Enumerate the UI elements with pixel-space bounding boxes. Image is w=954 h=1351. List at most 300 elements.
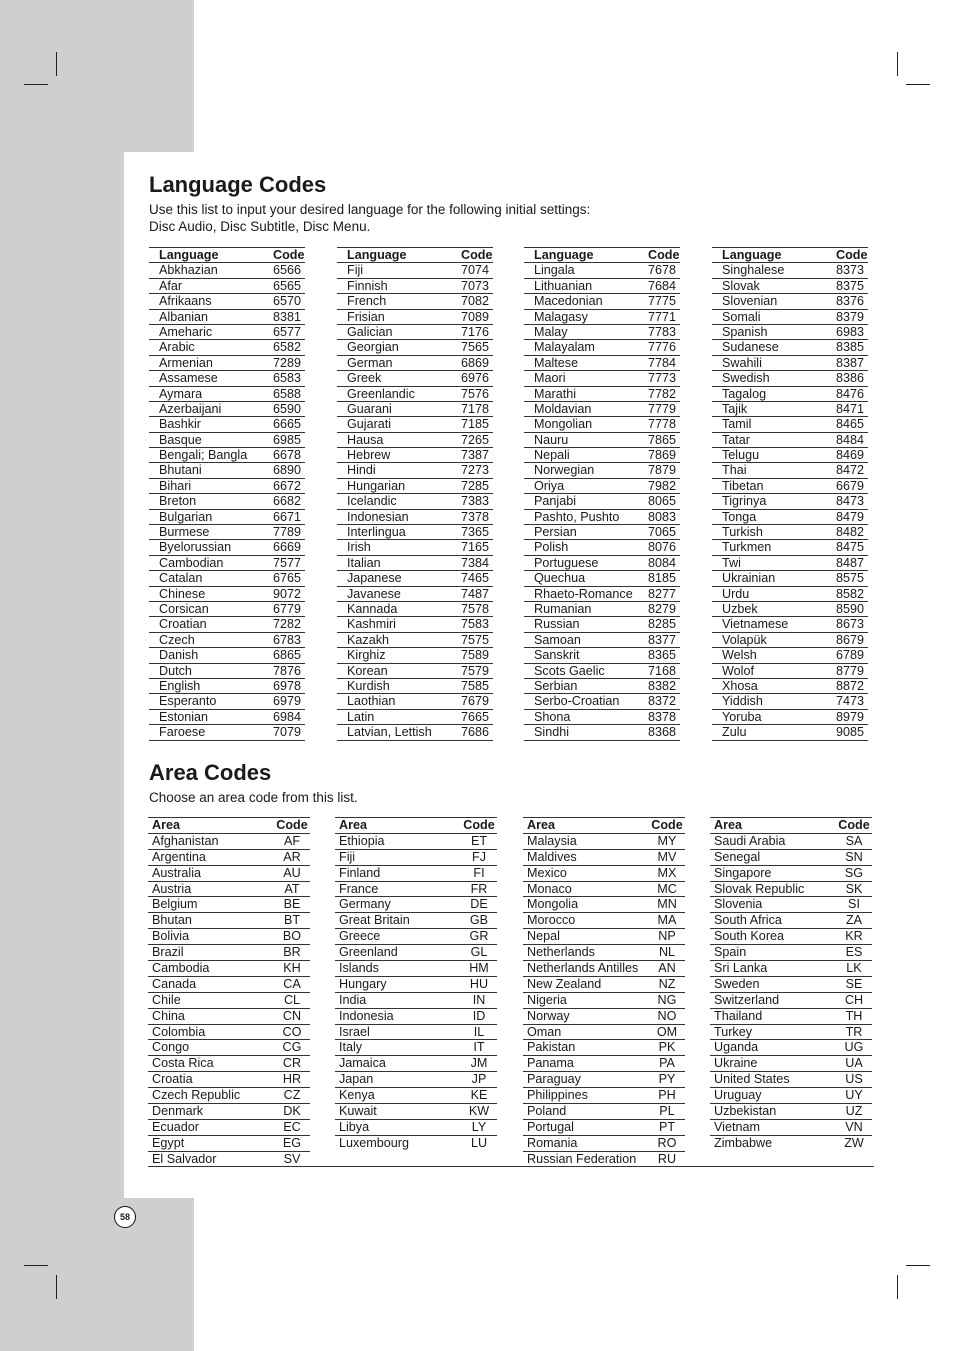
cell-code: 8582 [836,586,865,601]
cell-code: 7073 [461,278,490,293]
table-row [335,1088,497,1104]
cell-code: HR [282,1072,302,1087]
cell-code: 6678 [273,448,302,463]
cell-name: Oriya [534,478,565,493]
table-row [524,617,680,632]
cell-name: Egypt [152,1135,185,1150]
table-row [524,387,680,402]
cell-code: TH [845,1008,863,1023]
cell-code: 7585 [461,678,490,693]
cell-name: Yoruba [722,709,762,724]
cell-name: New Zealand [527,976,602,991]
cell-code: PL [659,1104,675,1119]
cell-code: 7576 [461,386,490,401]
cell-name: Saudi Arabia [714,833,786,848]
cell-code: 7784 [648,355,677,370]
table-row [335,929,497,945]
cell-name: Finland [339,865,381,880]
cell-name: Bihari [159,478,192,493]
table-row [337,540,493,555]
cell-code: LK [846,961,862,976]
cell-name: Spain [714,945,747,960]
table-row [524,587,680,602]
cell-code: Code [836,248,868,262]
cell-code: 7082 [461,294,490,309]
cell-code: HM [469,961,489,976]
cell-name: Slovenia [714,897,763,912]
table-row [337,279,493,294]
table-row [335,1120,497,1136]
cell-code: 8382 [648,678,677,693]
table-row [523,1088,685,1104]
table-row [523,866,685,882]
cell-name: Finnish [347,278,388,293]
cell-code: 7684 [648,278,677,293]
cell-code: ID [472,1008,486,1023]
table-row [149,448,305,463]
table-row [149,356,305,371]
table-row [710,929,872,945]
cell-code: UY [845,1088,863,1103]
table-row [524,525,680,540]
table-row [337,571,493,586]
cell-name: Costa Rica [152,1056,214,1071]
table-row [149,587,305,602]
cell-name: Hindi [347,463,376,478]
cell-code: SK [845,881,863,896]
table-row [149,325,305,340]
area-table-bottom-rule [148,1166,874,1167]
table-row [712,679,868,694]
table-row [335,1056,497,1072]
table-row [524,725,680,740]
cell-name: Cambodia [152,961,210,976]
table-row [335,1009,497,1025]
cell-code: SG [844,865,864,880]
table-row [712,463,868,478]
cell-name: Panjabi [534,494,577,509]
cell-code: AF [283,833,301,848]
description-line-1: Use this list to input your desired language for the following initial settings: [149,202,591,217]
cell-code: LY [471,1119,487,1134]
table-row [710,882,872,898]
cell-code: MA [657,913,677,928]
cell-code: 7384 [461,555,490,570]
table-row [524,648,680,663]
cell-code: 7265 [461,432,490,447]
language-table-column [337,247,493,741]
cell-name: Azerbaijani [159,401,222,416]
cell-code: 8368 [648,725,677,740]
cell-name: Korean [347,663,388,678]
cell-code: AT [284,881,300,896]
cell-name: Volapük [722,632,767,647]
table-row [148,993,310,1009]
cell-name: Norwegian [534,463,595,478]
cell-name: Welsh [722,648,757,663]
table-row [149,617,305,632]
table-row [149,556,305,571]
cell-code: 8476 [836,386,865,401]
cell-name: Hungarian [347,478,406,493]
table-row [523,961,685,977]
cell-code: 7383 [461,494,490,509]
cell-name: Albanian [159,309,209,324]
cell-code: 8373 [836,263,865,278]
table-row [524,356,680,371]
cell-code: 8378 [648,709,677,724]
cell-name: Cambodian [159,555,224,570]
table-row [337,387,493,402]
table-row [337,356,493,371]
table-row [148,1072,310,1088]
table-row [148,1152,310,1167]
cell-name: Ethiopia [339,833,385,848]
cell-name: Italian [347,555,381,570]
cell-name: Wolof [722,663,754,678]
cell-code: 7579 [461,663,490,678]
cell-name: Norway [527,1008,570,1023]
cell-code: JP [471,1072,487,1087]
crop-mark [24,84,48,85]
table-row [149,402,305,417]
cell-code: VN [845,1119,863,1134]
cell-name: Rhaeto-Romance [534,586,633,601]
cell-name: China [152,1008,185,1023]
cell-code: 6869 [461,355,490,370]
cell-name: Area [339,818,368,832]
table-row [337,710,493,725]
cell-name: Russian Federation [527,1151,637,1166]
cell-name: Bengali; Bangla [159,448,248,463]
cell-code: 7686 [461,725,490,740]
table-row [149,387,305,402]
table-row [337,494,493,509]
area-codes-description: Choose an area code from this list. [149,790,358,805]
cell-name: Vietnamese [722,617,789,632]
cell-code: EC [283,1119,301,1134]
cell-code: 8385 [836,340,865,355]
cell-code: Code [461,248,493,262]
cell-code: GB [469,913,489,928]
table-row [149,417,305,432]
cell-code: 6577 [273,324,302,339]
cell-name: Maldives [527,849,577,864]
table-row [712,387,868,402]
cell-name: Laothian [347,694,396,709]
cell-name: Uzbek [722,601,758,616]
table-row [712,402,868,417]
cell-code: 7168 [648,663,677,678]
cell-code: CH [844,992,864,1007]
cell-code: EG [282,1135,302,1150]
cell-name: Javanese [347,586,401,601]
cell-code: 7565 [461,340,490,355]
table-row [523,913,685,929]
cell-name: Denmark [152,1104,204,1119]
cell-code: NO [657,1008,677,1023]
table-row [149,648,305,663]
cell-code: DK [283,1104,301,1119]
cell-code: 7282 [273,617,302,632]
table-row [149,725,305,740]
cell-name: Malayalam [534,340,595,355]
table-row [524,402,680,417]
cell-code: 8285 [648,617,677,632]
table-row [335,1136,497,1151]
cell-code: 8487 [836,555,865,570]
table-row [335,1040,497,1056]
cell-name: Greece [339,929,381,944]
cell-name: Chile [152,992,181,1007]
table-row [149,463,305,478]
cell-name: Marathi [534,386,576,401]
area-table-column [523,817,685,1167]
cell-code: AU [283,865,301,880]
table-row [523,834,685,850]
cell-name: Breton [159,494,197,509]
table-row [335,1104,497,1120]
cell-name: Gujarati [347,417,392,432]
description-line-2: Disc Audio, Disc Subtitle, Disc Menu. [149,219,371,234]
table-row [524,664,680,679]
table-header [712,248,868,263]
cell-code: 7273 [461,463,490,478]
table-row [148,882,310,898]
table-row [712,525,868,540]
cell-name: Ukrainian [722,571,776,586]
cell-name: Sanskrit [534,648,580,663]
cell-name: Malagasy [534,309,588,324]
cell-code: Code [838,818,870,832]
cell-name: Nauru [534,432,569,447]
cell-code: 6671 [273,509,302,524]
cell-name: Philippines [527,1088,588,1103]
cell-code: CL [283,992,301,1007]
cell-code: IN [472,992,486,1007]
cell-code: 7782 [648,386,677,401]
cell-code: 7775 [648,294,677,309]
cell-code: 7771 [648,309,677,324]
cell-name: Uganda [714,1040,759,1055]
table-header [149,248,305,263]
table-row [335,882,497,898]
cell-name: Greenland [339,945,398,960]
cell-name: Tagalog [722,386,767,401]
table-row [523,897,685,913]
cell-code: 7773 [648,371,677,386]
table-row [335,1025,497,1041]
cell-name: Colombia [152,1024,206,1039]
cell-code: 7487 [461,586,490,601]
cell-code: RO [657,1135,677,1150]
cell-code: 6865 [273,648,302,663]
table-row [712,664,868,679]
table-row [337,479,493,494]
table-row [523,1072,685,1088]
cell-name: Slovak [722,278,760,293]
area-table-column [710,817,872,1151]
cell-name: Faroese [159,725,206,740]
cell-code: 8185 [648,571,677,586]
cell-code: PH [658,1088,676,1103]
cell-name: Afar [159,278,183,293]
cell-name: Aymara [159,386,203,401]
cell-name: Japanese [347,571,402,586]
cell-name: Swedish [722,371,770,386]
cell-code: BR [283,945,301,960]
cell-code: 8381 [273,309,302,324]
cell-name: Poland [527,1104,567,1119]
cell-code: KE [470,1088,488,1103]
cell-code: PT [658,1119,676,1134]
cell-code: BE [283,897,301,912]
table-row [712,617,868,632]
table-row [149,602,305,617]
table-row [149,633,305,648]
cell-name: Kenya [339,1088,375,1103]
cell-name: Brazil [152,945,184,960]
cell-code: 7869 [648,448,677,463]
cell-name: Tibetan [722,478,764,493]
cell-code: 7065 [648,525,677,540]
cell-code: DE [470,897,488,912]
cell-code: 6983 [836,324,865,339]
table-row [710,913,872,929]
table-row [149,694,305,709]
cell-code: FR [470,881,488,896]
cell-code: 7176 [461,324,490,339]
cell-name: Latvian, Lettish [347,725,432,740]
crop-mark [897,1275,898,1299]
table-row [337,310,493,325]
cell-code: ZA [845,913,863,928]
cell-code: Code [273,248,305,262]
table-row [712,433,868,448]
table-row [710,945,872,961]
table-row [524,602,680,617]
table-header [148,818,310,834]
cell-name: Russian [534,617,580,632]
cell-name: Belgium [152,897,198,912]
cell-name: Estonian [159,709,209,724]
cell-name: Zulu [722,725,747,740]
cell-name: Thailand [714,1008,763,1023]
cell-name: Afrikaans [159,294,212,309]
table-row [710,977,872,993]
table-header [335,818,497,834]
cell-name: Kazakh [347,632,390,647]
table-row [337,617,493,632]
cell-name: Bhutan [152,913,192,928]
cell-name: Lingala [534,263,575,278]
cell-name: Scots Gaelic [534,663,605,678]
table-row [523,945,685,961]
cell-name: Urdu [722,586,750,601]
table-row [712,556,868,571]
cell-code: NL [658,945,676,960]
cell-name: Portugal [527,1119,574,1134]
table-row [337,556,493,571]
cell-name: Great Britain [339,913,410,928]
cell-code: RU [657,1151,677,1166]
cell-code: TR [845,1024,863,1039]
cell-code: 8590 [836,601,865,616]
cell-code: 6588 [273,386,302,401]
table-row [524,494,680,509]
table-row [335,993,497,1009]
cell-code: 7778 [648,417,677,432]
cell-code: ES [845,945,863,960]
cell-name: Samoan [534,632,581,647]
cell-code: KH [283,961,301,976]
table-row [523,977,685,993]
cell-name: Indonesian [347,509,409,524]
cell-code: 7589 [461,648,490,663]
table-header [523,818,685,834]
cell-name: United States [714,1072,790,1087]
cell-code: Code [651,818,683,832]
cell-name: Austria [152,881,192,896]
table-row [523,1136,685,1152]
cell-name: Islands [339,961,379,976]
cell-code: 7783 [648,324,677,339]
table-row [712,263,868,278]
table-row [335,1072,497,1088]
cell-code: 7378 [461,509,490,524]
language-table-column [149,247,305,741]
table-row [523,993,685,1009]
table-row [710,1120,872,1136]
table-row [524,263,680,278]
table-row [337,587,493,602]
cell-code: LU [470,1135,488,1150]
table-row [148,1040,310,1056]
cell-name: Ukraine [714,1056,758,1071]
cell-code: MV [657,849,677,864]
cell-name: Language [722,248,782,262]
table-row [712,417,868,432]
cell-code: 8065 [648,494,677,509]
cell-code: 8673 [836,617,865,632]
cell-code: 8472 [836,463,865,478]
cell-code: 8872 [836,678,865,693]
cell-name: Turkmen [722,540,772,555]
cell-name: Tamil [722,417,752,432]
cell-name: Byelorussian [159,540,232,555]
table-row [337,725,493,740]
table-row [523,1104,685,1120]
cell-code: 8575 [836,571,865,586]
table-row [712,310,868,325]
cell-code: 7165 [461,540,490,555]
table-row [149,571,305,586]
cell-name: Kashmiri [347,617,396,632]
cell-name: Burmese [159,525,210,540]
cell-name: Guarani [347,401,392,416]
cell-name: Czech [159,632,195,647]
cell-name: Luxembourg [339,1135,410,1150]
table-row [148,1088,310,1104]
table-row [712,725,868,740]
cell-name: Area [714,818,743,832]
cell-code: 6565 [273,278,302,293]
cell-name: Sindhi [534,725,570,740]
cell-name: Japan [339,1072,374,1087]
table-row [335,897,497,913]
table-row [524,340,680,355]
cell-code: 8277 [648,586,677,601]
